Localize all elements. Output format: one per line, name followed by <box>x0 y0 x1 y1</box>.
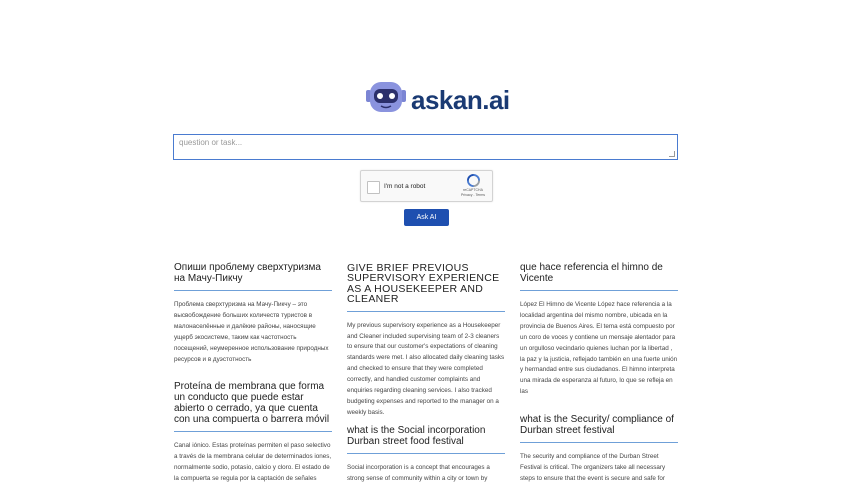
title-divider <box>347 311 505 312</box>
recaptcha-badge <box>459 174 487 198</box>
recaptcha-links[interactable]: Privacy - Terms <box>460 193 486 197</box>
article-title[interactable]: Proteína de membrana que forma un conducto que puede estar abierto o cerrado, ya que cuenta con una compuerta o barrera móvil <box>174 381 330 425</box>
captcha-label: I'm not a robot <box>384 183 426 190</box>
article-title[interactable]: Опиши проблему сверхтуризма на Мачу-Пикчу <box>174 262 321 284</box>
question-placeholder: question or task... <box>179 138 243 147</box>
robot-face-icon <box>365 80 407 121</box>
article-card-himno[interactable] <box>520 262 678 398</box>
article-body: The security and compliance of the Durban Street Festival is critical. The organizers take all necessary steps to ensure that the event is secure and safe for <box>520 453 666 482</box>
recaptcha-icon <box>467 174 480 187</box>
article-card-membrana[interactable] <box>174 381 332 485</box>
title-divider <box>520 442 678 443</box>
recaptcha-widget <box>360 170 493 202</box>
article-body: Canal iónico. Estas proteínas permiten el paso selectivo a través de la membrana celular de determinados iones, normalmente sodio, potasio, calcio y cloro. El estado de la compuerta se regula por la captación de señales <box>174 442 332 482</box>
article-title[interactable]: que hace referencia el himno de Vicente <box>520 262 663 284</box>
question-input[interactable] <box>173 134 678 160</box>
title-divider <box>174 290 332 291</box>
title-divider <box>347 453 505 454</box>
ask-ai-button[interactable]: Ask AI <box>404 209 449 226</box>
article-body: Проблема сверхтуризма на Мачу-Пикчу – это высвобождение больших количеств туристов в малонаселённые и далёкие районы, наносящие ущерб экосистеме, таким как частотность посещений, неумеренное использование природных ресурсов и в дуэстотность <box>174 301 329 363</box>
article-card-ru[interactable] <box>174 262 332 365</box>
article-body: López El Himno de Vicente López hace referencia a la localidad argentina del mismo nombre, ubicada en la provincia de Buenos Aires. El tema está compuesto por un coro de voces y contiene un mensaje alentador para un orgulloso vecindario quienes luchan por la libertad , la paz y la justicia, reflejado también en una fuerte unión y hermandad entre sus ciudadanos. El himno interpreta una mirada de esperanza al futuro, lo que se refleja en las <box>520 301 678 396</box>
title-divider <box>520 290 678 291</box>
article-body: My previous supervisory experience as a Housekeeper and Cleaner included supervising team of 2-3 cleaners to ensure that our customer's expectations of cleaning standards were met. I also allocated daily cleaning tasks and checked to ensure that they were completed correctly, and handled customer complaints and enquiries regarding cleaning services. I also tracked budgeting expenses and reported to the manager on a weekly basis. <box>347 321 505 416</box>
recaptcha-brand: reCAPTCHA <box>463 188 483 192</box>
article-card-security[interactable] <box>520 414 678 485</box>
article-card-social[interactable] <box>347 425 505 485</box>
logo[interactable] <box>365 82 510 118</box>
brand-name: askan.ai <box>411 84 510 115</box>
article-title[interactable]: what is the Security/ compliance of Durban street festival <box>520 414 674 436</box>
article-title[interactable]: what is the Social incorporation Durban street food festival <box>347 425 486 447</box>
article-title[interactable]: GIVE BRIEF PREVIOUS SUPERVISORY EXPERIENCE AS A HOUSEKEEPER AND CLEANER <box>347 262 500 306</box>
captcha-checkbox[interactable] <box>367 181 380 194</box>
article-card-housekeeper[interactable] <box>347 263 505 419</box>
title-divider <box>174 431 332 432</box>
article-body: Social incorporation is a concept that encourages a strong sense of community within a city or town by <box>347 464 490 482</box>
